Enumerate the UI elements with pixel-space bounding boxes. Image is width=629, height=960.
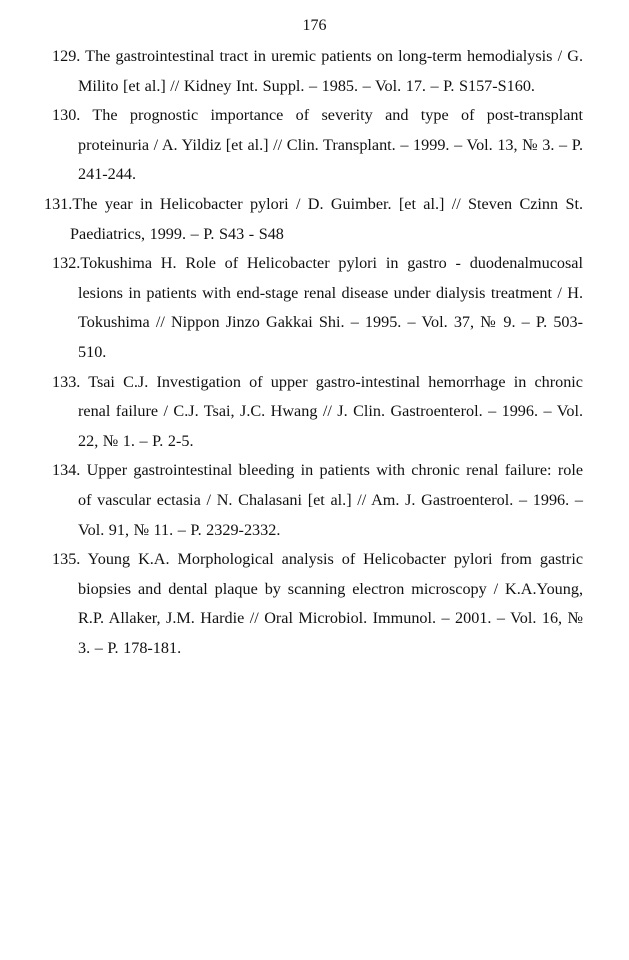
reference-list (44, 42, 583, 663)
reference-entry-129: 129. The gastrointestinal tract in uremic patients on long-term hemodialysis / G. Milito [et al.] // Kidney Int. Suppl. – 1985. – Vol. 17. – P. S157-S160. (52, 47, 583, 95)
reference-entry-130: 130. The prognostic importance of severity and type of post-transplant proteinuria / A. Yildiz [et al.] // Clin. Transplant. – 1999. – Vol. 13, № 3. – P. 241-244. (52, 106, 583, 184)
reference-entry-135: 135. Young K.A. Morphological analysis of Helicobacter pylori from gastric biopsies and dental plaque by scanning electron microscopy / K.A.Young, R.P. Allaker, J.M. Hardie // Oral Microbiol. Immunol. – 2001. – Vol. 16, № 3. – P. 178-181. (52, 550, 583, 657)
page-number: 176 (302, 17, 327, 34)
reference-entry-131: 131.The year in Helicobacter pylori / D. Guimber. [et al.] // Steven Czinn St. Paediatrics, 1999. – P. S43 - S48 (44, 194, 583, 243)
reference-entry-133: 133. Tsai C.J. Investigation of upper gastro-intestinal hemorrhage in chronic renal failure / C.J. Tsai, J.C. Hwang // J. Clin. Gastroenterol. – 1996. – Vol. 22, № 1. – P. 2-5. (52, 372, 583, 450)
reference-entry-132: 132.Tokushima H. Role of Helicobacter pylori in gastro - duodenalmucosal lesions in patients with end-stage renal disease under dialysis treatment / H. Tokushima // Nippon Jinzo Gakkai Shi. – 1995. – Vol. 37, № 9. – P. 503-510. (52, 254, 583, 361)
reference-entry-134: 134. Upper gastrointestinal bleeding in patients with chronic renal failure: role of vascular ectasia / N. Chalasani [et al.] // Am. J. Gastroenterol. – 1996. – Vol. 91, № 11. – P. 2329-2332. (52, 461, 583, 539)
